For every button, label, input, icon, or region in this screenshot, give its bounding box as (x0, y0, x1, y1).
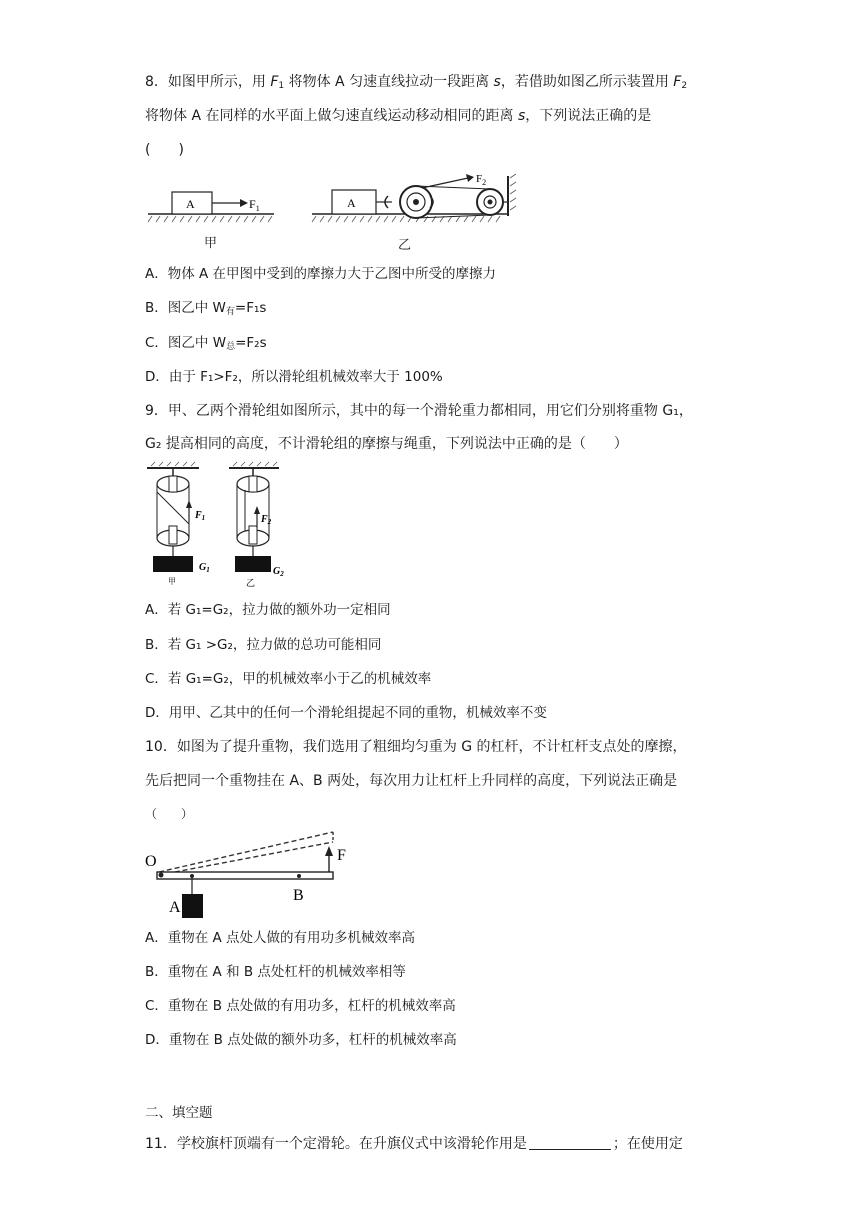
svg-text:A: A (169, 899, 181, 916)
svg-text:G2: $G_2$ (273, 566, 284, 578)
weight-block (182, 894, 203, 918)
fig-label-yi: 乙 (398, 238, 412, 253)
q10-stem-line2: 先后把同一个重物挂在 A、B 两处，每次用力让杠杆上升同样的高度，下列说法正确是 (145, 773, 678, 789)
q8-stem-line2: 将物体 A 在同样的水平面上做匀速直线运动移动相同的距离 s，下列说法正确的是 (145, 108, 652, 124)
lever-bar (157, 872, 333, 879)
svg-text:O: O (145, 853, 157, 870)
q8-option-d[interactable]: D．由于 F₁>F₂，所以滑轮组机械效率大于 100% (145, 369, 443, 385)
svg-text:F1: $F_1$ (195, 510, 206, 522)
q8-figure-yi (312, 170, 522, 252)
q9-stem-line1: 9．甲、乙两个滑轮组如图所示，其中的每一个滑轮重力都相同，用它们分别将重物 G₁， (145, 403, 693, 419)
q11-blank[interactable] (529, 1135, 611, 1150)
q9-option-d[interactable]: D．用甲、乙其中的任何一个滑轮组提起不同的重物，机械效率不变 (145, 705, 547, 721)
q9-stem-line2: G₂ 提高相同的高度，不计滑轮组的摩擦与绳重，下列说法中正确的是（ ） (145, 436, 628, 452)
weight-g2 (235, 556, 271, 572)
q10-stem-line1: 10．如图为了提升重物，我们选用了粗细均匀重为 G 的杠杆，不计杠杆支点处的摩擦， (145, 739, 687, 755)
q10-option-d[interactable]: D．重物在 B 点处做的额外功多，杠杆的机械效率高 (145, 1032, 457, 1048)
q8-option-a[interactable]: A．物体 A 在甲图中受到的摩擦力大于乙图中所受的摩擦力 (145, 266, 497, 282)
svg-text:乙: 乙 (246, 579, 256, 589)
svg-text:F: F (337, 847, 346, 864)
svg-text:F2: $F_2$ (261, 514, 272, 526)
q10-lever-figure (145, 828, 365, 924)
svg-text:F2: $F_2$ (476, 173, 487, 187)
q9-option-b[interactable]: B．若 G₁ >G₂，拉力做的总功可能相同 (145, 637, 382, 653)
svg-text:F1: $F_1$ (249, 197, 260, 213)
svg-text:甲: 甲 (168, 577, 176, 586)
q8-answer-paren: ( ) (145, 142, 184, 158)
svg-text:B: B (293, 887, 304, 904)
q9-option-c[interactable]: C．若 G₁=G₂，甲的机械效率小于乙的机械效率 (145, 671, 432, 687)
weight-g1 (153, 556, 193, 572)
svg-text:A: A (186, 197, 195, 211)
q9-option-a[interactable]: A．若 G₁=G₂，拉力做的额外功一定相同 (145, 602, 391, 618)
q8-option-b[interactable]: B．图乙中 $W_有=F_1s$ (145, 300, 267, 317)
q10-option-b[interactable]: B．重物在 A 和 B 点处杠杆的机械效率相等 (145, 964, 406, 980)
q9-figure (145, 462, 295, 588)
svg-text:A: A (347, 196, 356, 210)
q10-answer-paren: （ ） (145, 807, 194, 821)
q11-stem: 11．学校旗杆顶端有一个定滑轮。在升旗仪式中该滑轮作用是 ；在使用定 (145, 1136, 683, 1152)
fig-label-jia: 甲 (204, 236, 218, 251)
q10-option-c[interactable]: C．重物在 B 点处做的有用功多，杠杆的机械效率高 (145, 998, 456, 1014)
svg-text:G1: $G_1$ (199, 562, 210, 574)
q8-stem-line1: 8．如图甲所示，用 $F_1$ 将物体 A 匀速直线拉动一段距离 s，若借助如图乙所示装置用 $F_2$ (145, 74, 688, 91)
section-title-fill-blank: 二、填空题 (145, 1105, 213, 1121)
q8-option-c[interactable]: C．图乙中 $W_总=F_2s$ (145, 335, 267, 352)
q10-option-a[interactable]: A．重物在 A 点处人做的有用功多机械效率高 (145, 930, 416, 946)
